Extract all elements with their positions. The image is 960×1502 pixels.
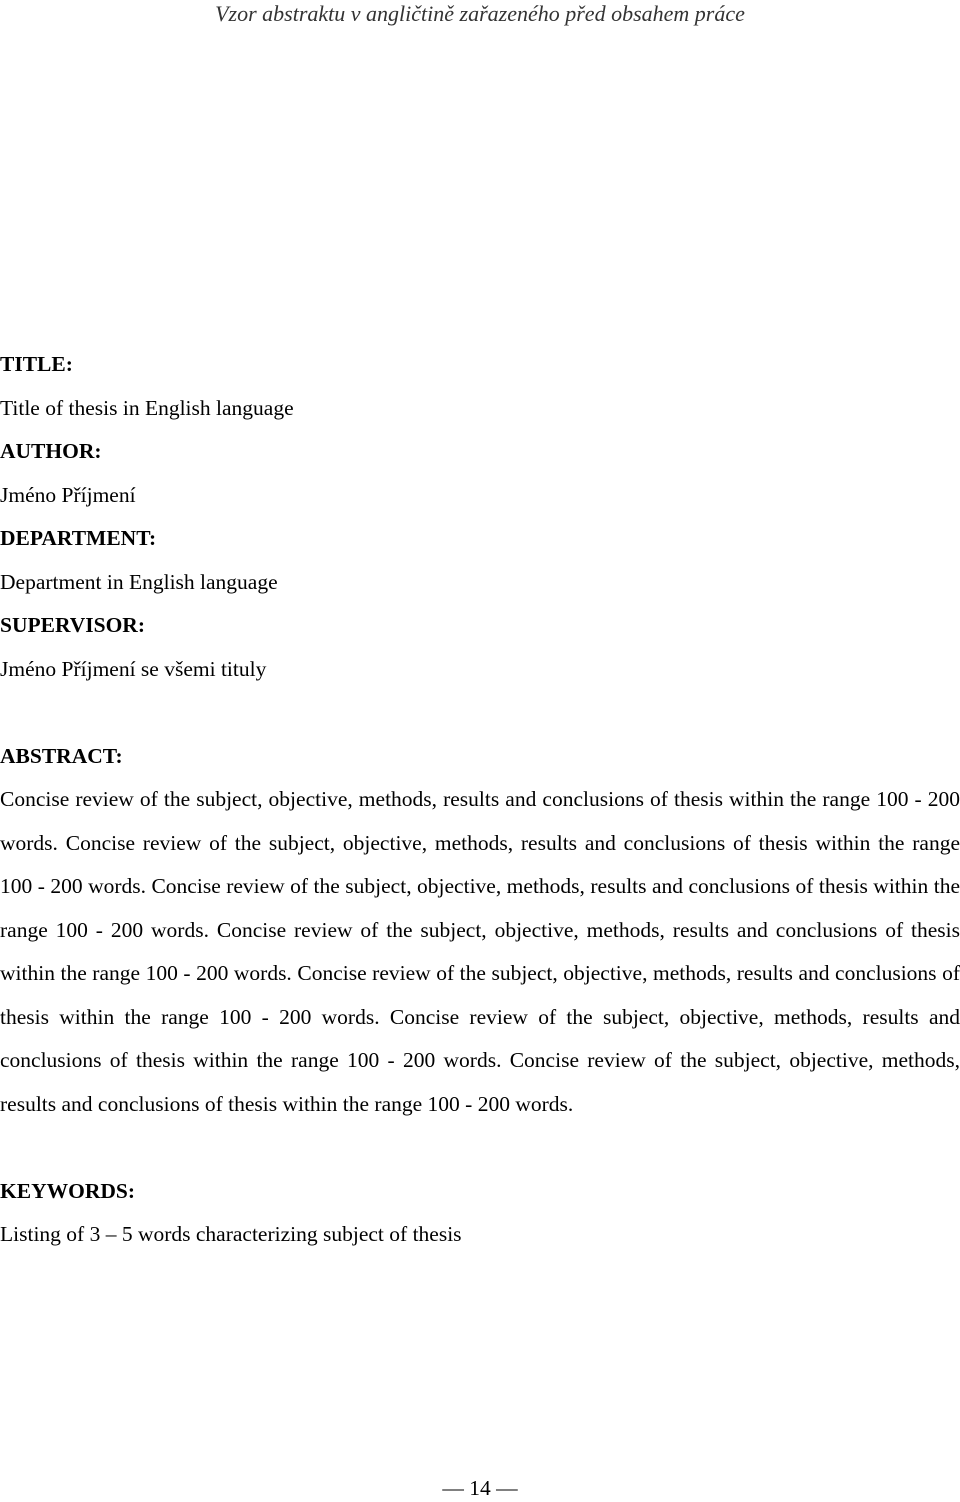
supervisor-label: SUPERVISOR: <box>0 613 145 637</box>
department-label: DEPARTMENT: <box>0 526 157 550</box>
abstract-label: ABSTRACT: <box>0 743 123 768</box>
keywords-label: KEYWORDS: <box>0 1178 135 1203</box>
keywords-section <box>0 1170 960 1257</box>
title-label: TITLE: <box>0 352 73 376</box>
page-header: Vzor abstraktu v angličtině zařazeného před obsahem práce <box>215 1 745 26</box>
abstract-text: Concise review of the subject, objective, methods, results and conclusions of thesis within the range 100 - 200 words. Concise review of the subject, objective, methods, results and conclusions of thesis within the range 100 - 200 words. Concise review of the subject, objective, methods, results and conclusions of thesis within the range 100 - 200 words. Concise review of the subject, objective, methods, results and conclusions of thesis within the range 100 - 200 words. Concise review of the subject, objective, methods, results and conclusions of thesis within the range 100 - 200 words. Concise review of the subject, objective, methods, results and conclusions of thesis within the range 100 - 200 words. Concise review of the subject, objective, methods, results and conclusions of thesis within the range 100 - 200 words. <box>0 787 960 1116</box>
supervisor-value: Jméno Příjmení se všemi tituly <box>0 656 267 681</box>
keywords-value: Listing of 3 – 5 words characterizing subject of thesis <box>0 1222 462 1246</box>
title-value: Title of thesis in English language <box>0 395 294 420</box>
abstract-page-content <box>0 343 960 1257</box>
author-value: Jméno Příjmení <box>0 482 136 507</box>
page-number: — 14 — <box>442 1476 518 1500</box>
spacer <box>0 691 960 735</box>
department-value: Department in English language <box>0 569 278 594</box>
author-label: AUTHOR: <box>0 439 102 463</box>
